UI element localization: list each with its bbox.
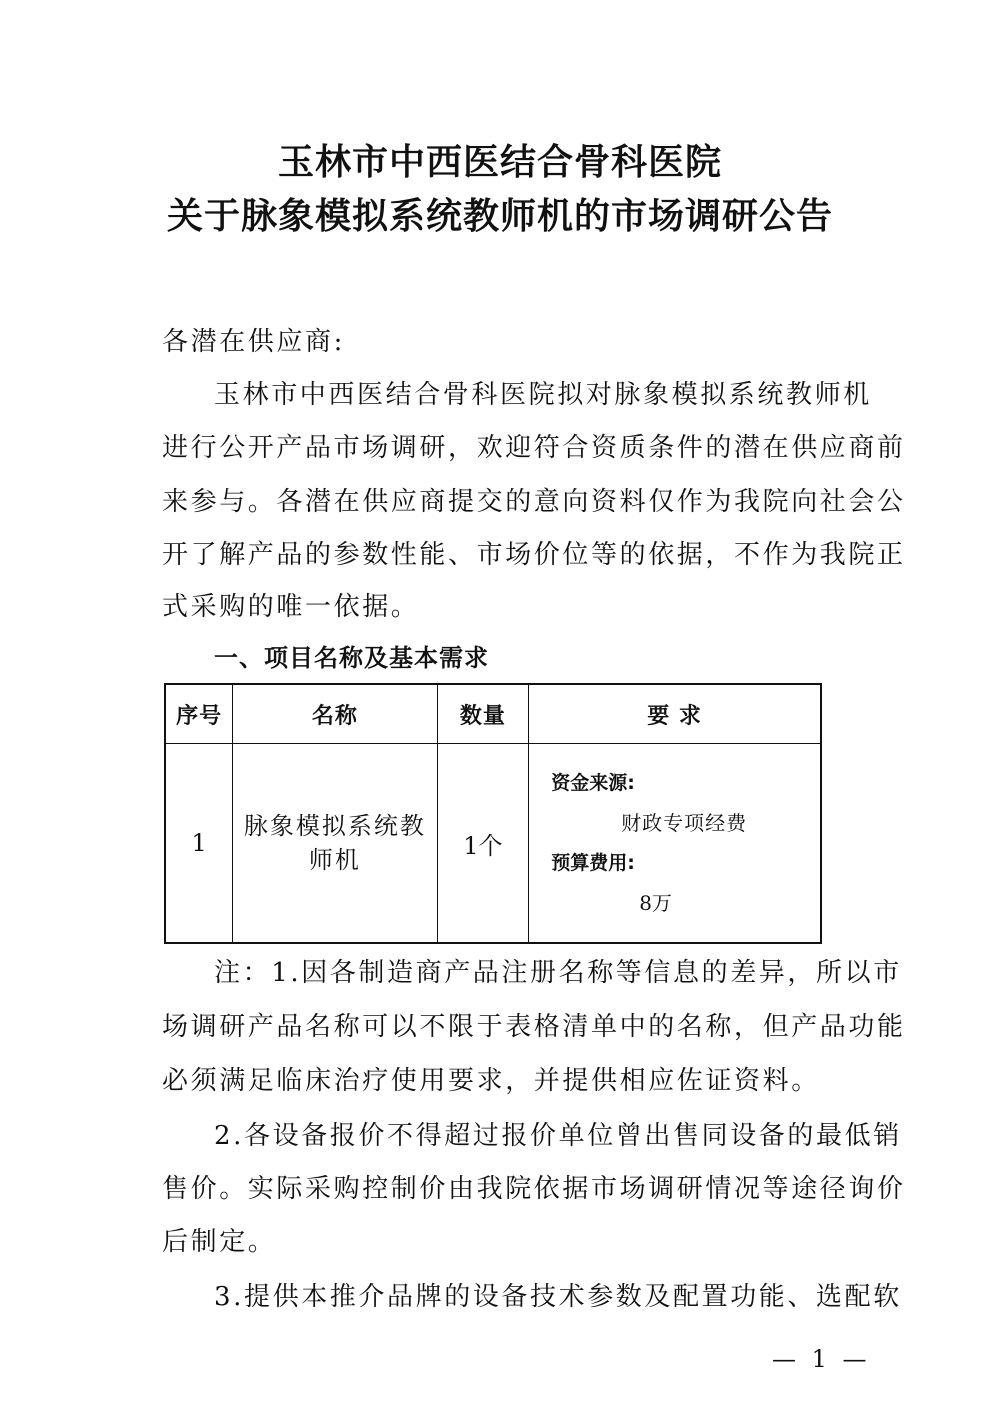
note-line: 必须满足临床治疗使用要求，并提供相应佐证资料。 [162, 1066, 820, 1096]
cell-name: 脉象模拟系统教师机 [233, 744, 437, 944]
table-row [165, 744, 821, 944]
note-line: 场调研产品名称可以不限于表格清单中的名称，但产品功能 [162, 1012, 906, 1042]
note-line: 售价。实际采购控制价由我院依据市场调研情况等途径询价 [162, 1174, 906, 1204]
cell-index: 1 [165, 744, 233, 944]
note-line: 2.各设备报价不得超过报价单位曾出售同设备的最低销 [214, 1121, 902, 1151]
cell-quantity: 1个 [437, 744, 529, 944]
cell-requirements [529, 744, 821, 944]
requirements-table [164, 683, 822, 944]
intro-line: 玉林市中西医结合骨科医院拟对脉象模拟系统教师机 [214, 380, 872, 410]
page-number: — 1 — [772, 1345, 871, 1373]
note-line: 后制定。 [162, 1227, 277, 1257]
header-name: 名称 [233, 684, 437, 744]
budget-label: 预算费用: [551, 852, 635, 874]
budget-value: 8万 [639, 891, 672, 915]
intro-line: 式采购的唯一依据。 [162, 592, 420, 622]
funding-label: 资金来源: [551, 772, 635, 794]
table-header-row [165, 684, 821, 744]
intro-line: 来参与。各潜在供应商提交的意向资料仅作为我院向社会公 [162, 487, 906, 517]
note-line: 3.提供本推介品牌的设备技术参数及配置功能、选配软 [214, 1282, 902, 1312]
intro-line: 进行公开产品市场调研，欢迎符合资质条件的潜在供应商前 [162, 433, 906, 463]
title-line-2: 关于脉象模拟系统教师机的市场调研公告 [166, 195, 833, 237]
header-quantity: 数量 [437, 684, 529, 744]
header-requirements: 要 求 [529, 684, 821, 744]
title-line-1: 玉林市中西医结合骨科医院 [277, 141, 722, 183]
section-heading: 一、项目名称及基本需求 [214, 644, 489, 672]
salutation: 各潜在供应商: [162, 327, 345, 357]
note-line: 注：1.因各制造商产品注册名称等信息的差异，所以市 [214, 958, 902, 988]
intro-line: 开了解产品的参数性能、市场价位等的依据，不作为我院正 [162, 540, 906, 570]
funding-value: 财政专项经费 [621, 811, 748, 835]
header-index: 序号 [165, 684, 233, 744]
